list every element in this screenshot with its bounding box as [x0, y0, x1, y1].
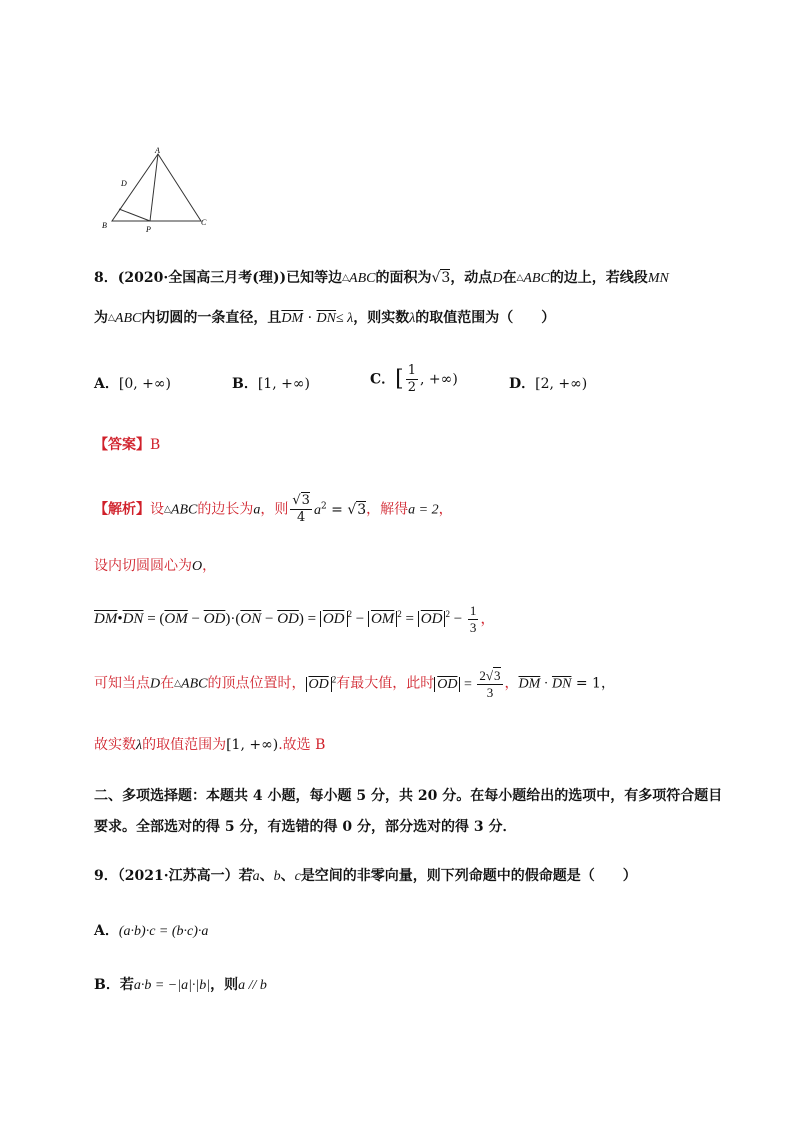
comma: ，: [480, 610, 496, 627]
vec-c: c: [294, 869, 301, 884]
analysis-text: 故实数: [94, 737, 136, 753]
analysis-text: 可知当点: [94, 675, 150, 692]
analysis-text: ，则: [260, 501, 289, 518]
option-value: , +∞): [420, 371, 458, 388]
section2-line1: 二、多项选择题：本题共 4 小题，每小题 5 分，共 20 分。在每小题给出的选项中，有多项符合题目: [94, 788, 723, 804]
abs-om: $\overline{OM}$: [368, 611, 397, 627]
analysis-result: a = 2: [408, 502, 439, 518]
q9-sep: 、: [259, 868, 274, 884]
frac-third: $\frac{1}{3}$: [469, 603, 477, 635]
analysis-a: a: [253, 502, 261, 518]
minus: −: [261, 610, 278, 627]
minus: −: [449, 610, 466, 627]
q8-lambda: λ: [409, 311, 416, 326]
option-expr: a·b = −|a|·|b|: [133, 978, 211, 993]
analysis-line3: $\overline{DM}•\overline{DN} = (\overline{OM} - \overline{OD})\cdot(\overline{ON} - \overline{OD}) = \overline{OD}$ $^2 - \overline{OM}$ $^2 = \overline{OD}$ $^2$ − $\frac{1}{3}$ ，: [94, 603, 496, 635]
q8-option-b[interactable]: [232, 374, 310, 394]
q8-option-a[interactable]: [94, 374, 171, 394]
analysis-text: ，解得: [366, 501, 409, 518]
analysis-line2: [94, 556, 216, 577]
analysis-text: 的边长为: [197, 501, 254, 518]
analysis-lambda: λ: [136, 738, 143, 753]
triangle-symbol: △: [174, 678, 182, 689]
analysis-abc: ABC: [181, 676, 208, 692]
analysis-label: 【解析】: [94, 501, 150, 518]
vec-om: $\overline{OM}$: [164, 610, 188, 627]
analysis-text: 在: [160, 675, 175, 692]
q9-number: 9．: [94, 868, 118, 884]
vec-dn: $\overline{DN}$: [122, 610, 144, 627]
analysis-abc: ABC: [170, 502, 198, 518]
abs-od-sq: $\overline{OD}$ $^2$: [306, 677, 337, 692]
analysis-d: D: [150, 676, 161, 692]
label-p: P: [146, 225, 151, 234]
analysis-text: ，: [504, 675, 519, 692]
option-bracket: [: [395, 366, 404, 392]
analysis-text: ，: [438, 501, 453, 518]
q9-source: （2021·江苏高一）: [117, 868, 239, 884]
label-c: C: [201, 218, 207, 227]
analysis-o: O: [192, 559, 203, 574]
eq: = (: [147, 610, 165, 627]
option-label: B．: [232, 376, 258, 392]
vec-dn: $\overline{DN}$: [316, 311, 336, 326]
analysis-range: [1, +∞): [226, 737, 279, 753]
answer: [94, 435, 160, 455]
analysis-line1: [94, 493, 453, 526]
triangle-symbol: △: [108, 313, 115, 323]
q8-text: 的边上，若线段: [549, 270, 648, 286]
abs-od: $\overline{OD}$: [418, 611, 446, 627]
option-label: B．: [94, 977, 120, 993]
analysis-text: 设: [150, 501, 164, 518]
vec-b: b: [273, 869, 281, 884]
label-d: D: [121, 179, 127, 188]
option-label: D．: [509, 376, 536, 392]
answer-value: B: [150, 437, 161, 453]
q8-sqrt: √3: [431, 270, 451, 286]
analysis-text: .故选 B: [278, 737, 326, 753]
q8-text: 的面积为: [375, 270, 432, 286]
option-text: 若: [119, 977, 134, 993]
option-value: (a·b)·c = (b·c)·a: [118, 924, 209, 939]
q8-option-c[interactable]: [370, 363, 458, 396]
q9-text: 若: [238, 868, 253, 884]
q8-abc: ABC: [523, 271, 550, 286]
q8-line2: [94, 308, 555, 329]
option-label: A．: [94, 376, 119, 392]
analysis-line4: [94, 668, 615, 701]
q8-line1: [94, 268, 669, 289]
option-text: ，则: [210, 977, 239, 993]
minus: −: [352, 610, 368, 627]
triangle-symbol: △: [342, 273, 350, 283]
minus: −: [187, 610, 204, 627]
triangle-figure: [95, 145, 215, 235]
analysis-text: 有最大值，此时: [336, 675, 435, 692]
q8-number: 8．: [94, 270, 118, 286]
option-value: [0, +∞): [118, 376, 171, 392]
q8-source: (2020·全国高三月考(理)): [117, 270, 287, 286]
analysis-text: = 1，: [571, 675, 615, 692]
q9-sep: 、: [280, 868, 295, 884]
analysis-text: 设内切圆圆心为: [94, 558, 192, 574]
option-label: A．: [94, 923, 119, 939]
q8-text: 为: [94, 310, 108, 326]
analysis-text: 的顶点位置时，: [207, 675, 306, 692]
label-a: A: [155, 146, 160, 155]
q8-option-d[interactable]: [509, 374, 587, 394]
abs-od: $\overline{OD}$: [320, 611, 348, 627]
vec-od: $\overline{OD}$: [203, 610, 226, 627]
q8-abc: ABC: [349, 271, 376, 286]
mid: )·(: [225, 610, 241, 627]
q8-text: ，动点: [450, 270, 493, 286]
q8-leq: ≤ λ: [335, 311, 354, 326]
q8-text: 已知等边: [286, 270, 343, 286]
vec-on: $\overline{ON}$: [240, 610, 262, 627]
option-value: [1, +∞): [257, 376, 310, 392]
segment-dp: [119, 209, 150, 221]
dm-dn-value: $\overline{DM} \cdot \overline{DN}$: [518, 676, 572, 692]
triangle-symbol: △: [516, 273, 524, 283]
answer-label: 【答案】: [94, 437, 150, 453]
rp: ) =: [298, 610, 320, 627]
option-value: [2, +∞): [535, 376, 588, 392]
q8-text: 内切圆的一条直径，且: [141, 310, 282, 326]
od-value: $\overline{OD}$ = $\frac{2√3}{3}$: [434, 677, 504, 692]
option-frac: $\frac{1}{2}$: [407, 363, 417, 395]
q8-text: 的取值范围为（ ）: [415, 310, 556, 326]
dot: ·: [303, 310, 317, 326]
analysis-text: 的取值范围为: [142, 737, 227, 753]
vec-dm: $\overline{DM}$: [94, 610, 118, 627]
label-b: B: [102, 221, 107, 230]
q8-text: 在: [502, 270, 517, 286]
section2-line2: 要求。全部选对的得 5 分，有选错的得 0 分，部分选对的得 3 分．: [94, 819, 517, 835]
analysis-text: ，: [202, 558, 217, 574]
analysis-line5: [94, 735, 325, 756]
vec-a: a: [252, 869, 260, 884]
q8-mn: MN: [647, 271, 669, 286]
q9-text: 是空间的非零向量，则下列命题中的假命题是（ ）: [300, 868, 637, 884]
q9-line1: [94, 866, 637, 887]
q9-option-b[interactable]: [94, 975, 267, 996]
q8-abc: ABC: [114, 311, 142, 326]
q9-option-a[interactable]: [94, 921, 208, 942]
q8-text: ，则实数: [353, 310, 410, 326]
dot: •: [117, 610, 123, 627]
vec-od: $\overline{OD}$: [277, 610, 299, 627]
analysis-formula: $\frac{√3}{4}$ $a^2 = √3$: [292, 493, 367, 525]
option-label: C．: [370, 371, 396, 388]
vec-dm: $\overline{DM}$: [281, 311, 304, 326]
q8-d: D: [492, 271, 503, 286]
triangle-symbol: △: [164, 504, 171, 515]
option-expr: a // b: [238, 978, 267, 993]
